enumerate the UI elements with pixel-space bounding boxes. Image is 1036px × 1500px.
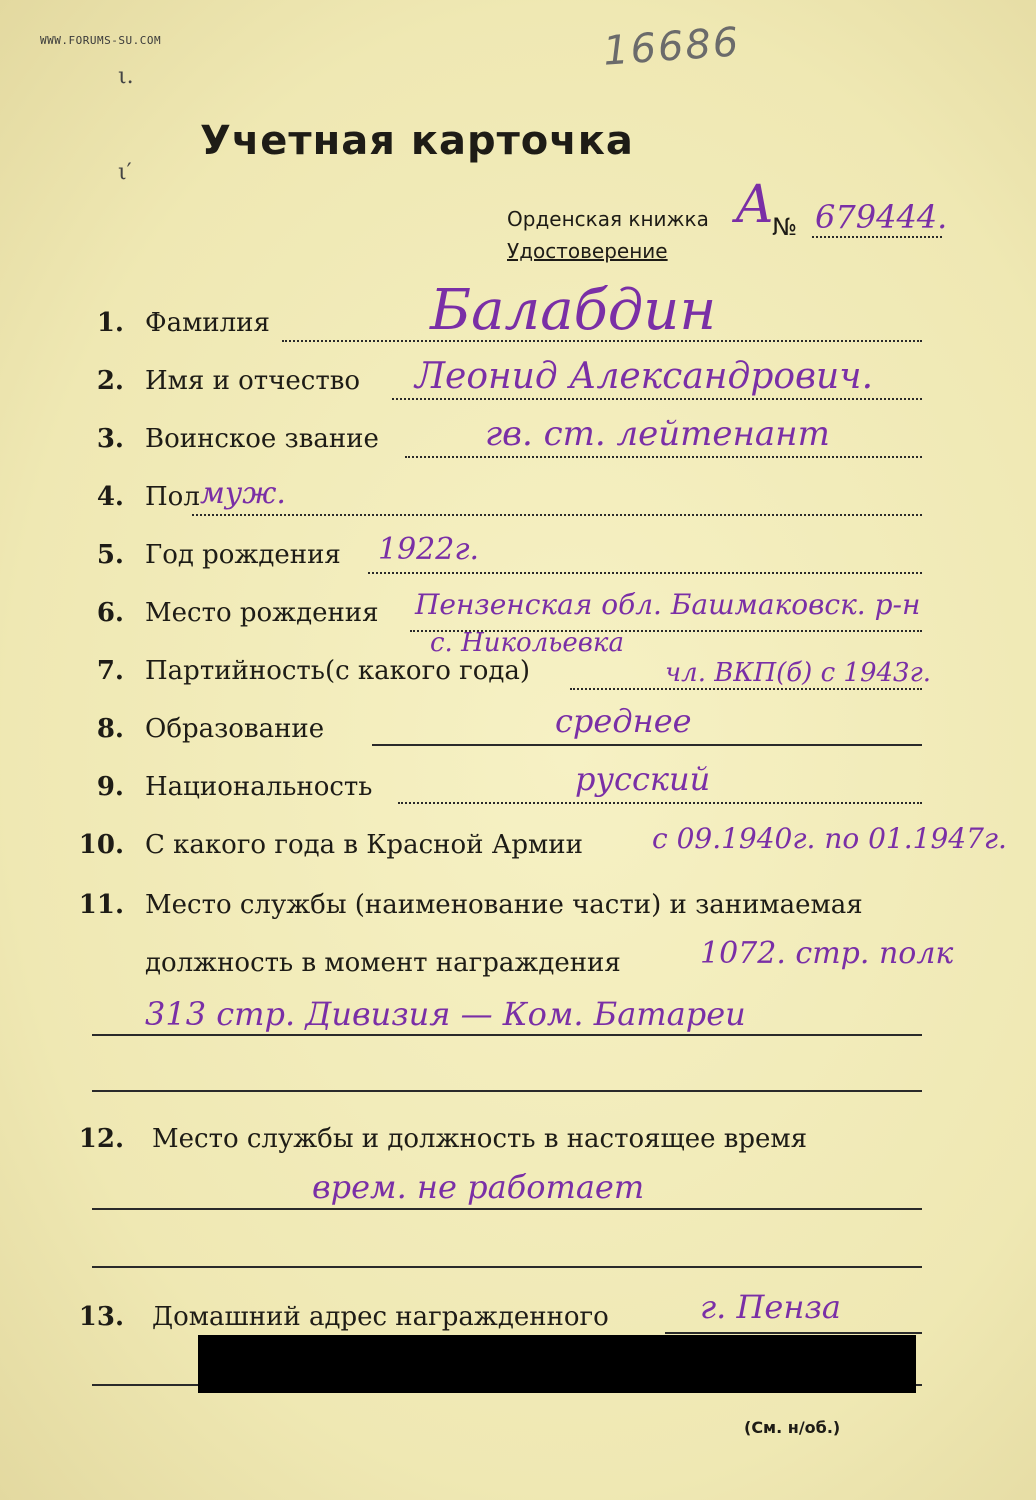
field-label: Год рождения <box>145 540 341 570</box>
field-party: 7. Партийность(с какого года) чл. ВКП(б) с 1943г. <box>96 656 931 688</box>
field-value: г. Пенза <box>700 1288 841 1326</box>
field-value-continued: с. Никольевка <box>430 628 624 658</box>
field-value: Пензенская обл. Башмаковск. р-н <box>415 588 921 621</box>
field-birth-year: 5. Год рождения 1922г. <box>0 540 1036 580</box>
field-value-continued: 313 стр. Дивизия — Ком. Батареи <box>145 995 746 1033</box>
field-value: гв. ст. лейтенант <box>485 414 830 454</box>
field-label: Место рождения <box>145 598 379 628</box>
field-label: С какого года в Красной Армии <box>145 830 583 860</box>
field-value: с 09.1940г. по 01.1947г. <box>652 822 1007 855</box>
watermark: WWW.FORUMS-SU.COM <box>40 34 162 47</box>
field-value: врем. не работает <box>312 1168 645 1206</box>
certificate-label: Удостоверение <box>507 239 668 263</box>
margin-mark: ι′ <box>118 160 132 185</box>
field-name-patronymic: 2. Имя и отчество Леонид Александрович. <box>0 366 1036 406</box>
field-education: 8. Образование среднее <box>0 714 1036 754</box>
redaction-bar <box>198 1335 916 1393</box>
field-nationality: 9. Национальность русский <box>0 772 1036 812</box>
field-service-at-award-continued <box>0 936 1036 988</box>
document-type <box>507 203 709 267</box>
field-value: Леонид Александрович. <box>415 356 874 397</box>
field-home-address: 13. Домашний адрес награжденного г. Пенза <box>0 1302 1036 1342</box>
archive-number: 16686 <box>601 19 742 75</box>
field-label: Место службы (наименование части) и занимаемая <box>145 890 863 920</box>
see-reverse-note: (См. н/об.) <box>744 1418 841 1437</box>
field-label: Домашний адрес награжденного <box>152 1302 609 1332</box>
field-label: Образование <box>145 714 325 744</box>
document-number: 679444. <box>815 198 948 236</box>
number-sign: № <box>772 213 797 241</box>
field-current-service: 12. Место службы и должность в настоящее время <box>78 1124 808 1154</box>
card-title: Учетная карточка <box>200 118 634 164</box>
field-label: Место службы и должность в настоящее время <box>152 1124 808 1154</box>
field-value: среднее <box>555 702 692 740</box>
field-value: чл. ВКП(б) с 1943г. <box>665 658 931 688</box>
field-value: муж. <box>200 476 286 511</box>
field-army-since: 10. С какого года в Красной Армии с 09.1940г. по 01.1947г. <box>78 822 1007 860</box>
field-label: Партийность(с какого года) <box>145 656 531 686</box>
field-label: Имя и отчество <box>145 366 361 396</box>
field-surname: 1. Фамилия Балабдин <box>0 308 1036 348</box>
field-birthplace: 6. Место рождения Пензенская обл. Башмаковск. р-н с. Никольевка <box>96 588 921 658</box>
field-rank: 3. Воинское звание гв. ст. лейтенант <box>0 424 1036 464</box>
field-value: Балабдин <box>430 278 717 343</box>
field-label: Пол <box>145 482 200 512</box>
field-label-continued: должность в момент награждения <box>145 948 621 978</box>
field-value: русский <box>575 760 711 798</box>
field-value: 1072. стр. полк <box>700 936 954 971</box>
field-label: Воинское звание <box>145 424 379 454</box>
field-label: Национальность <box>145 772 373 802</box>
document-series: А <box>735 175 775 235</box>
field-service-at-award: 11. Место службы (наименование части) и занимаемая <box>78 890 863 920</box>
order-book-label: Орденская книжка <box>507 207 709 231</box>
field-sex: 4. Пол муж. <box>0 482 1036 522</box>
field-value: 1922г. <box>378 532 480 567</box>
field-label: Фамилия <box>145 308 270 338</box>
margin-mark: ι. <box>118 64 134 89</box>
